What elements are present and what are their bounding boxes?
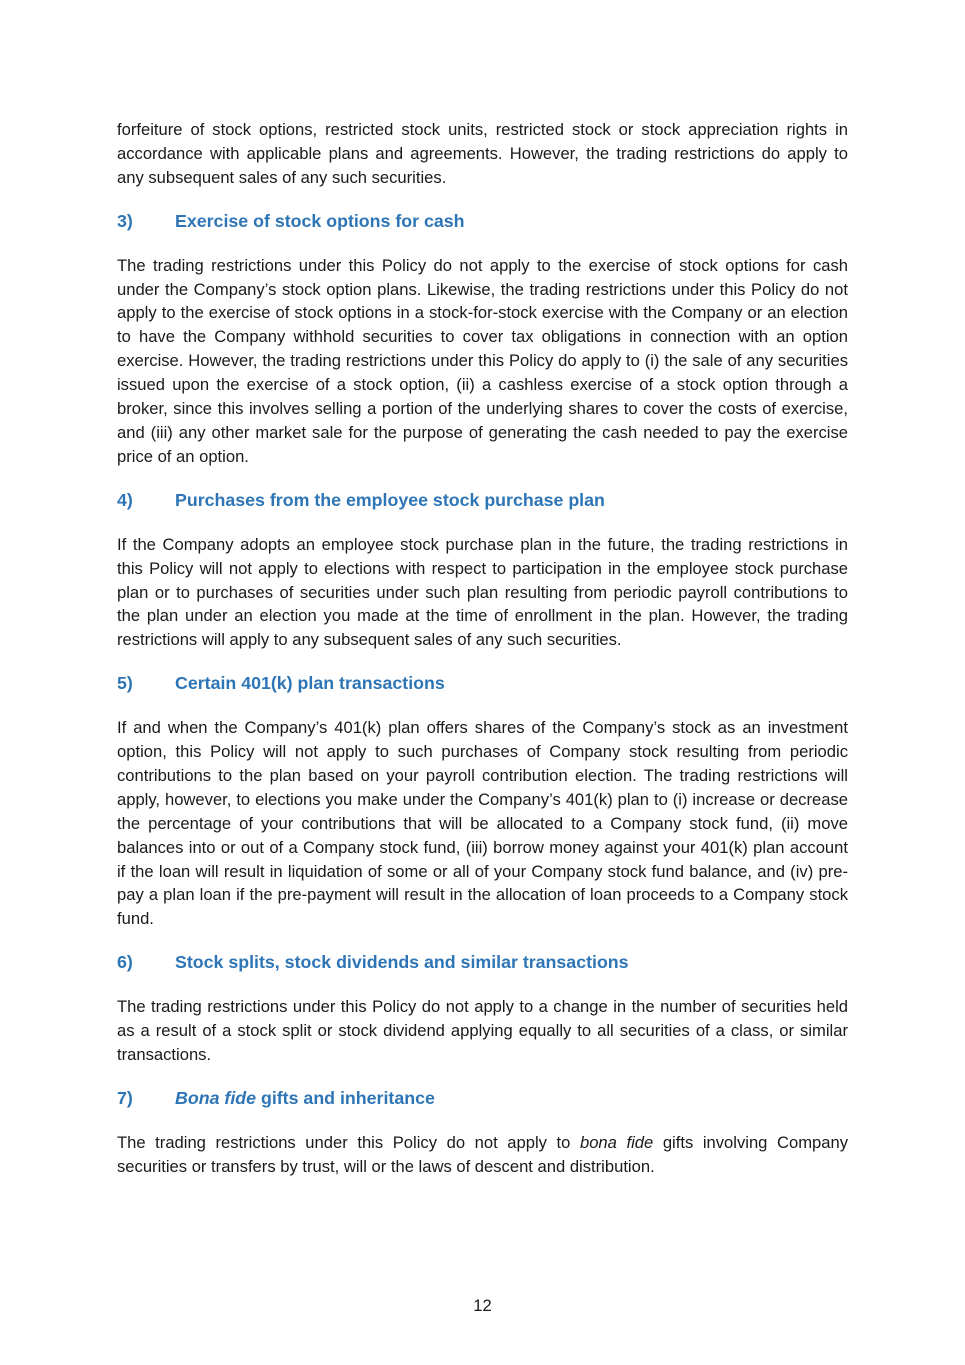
section-7-title [175, 1087, 435, 1111]
page-number: 12 [473, 1296, 492, 1315]
section-5-body: If and when the Company’s 401(k) plan offers shares of the Company’s stock as an investment option, this Policy will not apply to such purchases of Company stock resulting from periodic contributions to the plan based on your payroll contribution election. The trading restrictions will apply, however, to elections you make under the Company’s 401(k) plan to (i) increase or decrease the percentage of your contributions that will be allocated to a Company stock fund, (ii) move balances into or out of a Company stock fund, (iii) borrow money against your 401(k) plan account if the loan will result in liquidation of some or all of your Company stock fund balance, and (iv) pre-pay a plan loan if the pre-payment will result in the allocation of loan proceeds to a Company stock fund. [117, 718, 848, 929]
section-7-body-after: gifts involving Company securities or transfers by trust, will or the laws of descent and distribution. [117, 1132, 849, 1176]
section-5-heading [117, 672, 848, 696]
section-4-number: 4) [117, 489, 133, 510]
section-7-body-before: The trading restrictions under this Policy do not apply to [117, 1132, 580, 1152]
document-page [117, 118, 848, 1179]
section-7-title-rest: gifts and inheritance [256, 1087, 435, 1108]
section-6-body: The trading restrictions under this Policy do not apply to a change in the number of securities held as a result of a stock split or stock dividend applying equally to all securities of a class, or similar transactions. [117, 997, 848, 1064]
intro-paragraph: forfeiture of stock options, restricted stock units, restricted stock or stock appreciation rights in accordance with applicable plans and agreements. However, the trading restrictions do apply to any subsequent sales of any such securities. [117, 120, 848, 187]
section-6-heading [117, 951, 848, 975]
section-7-title-italic: Bona fide [175, 1087, 257, 1108]
section-4-title: Purchases from the employee stock purchase plan [175, 489, 605, 510]
section-7-body [117, 1131, 848, 1179]
section-4-heading [117, 489, 848, 513]
section-6-number: 6) [117, 952, 133, 973]
section-3-number: 3) [117, 210, 133, 231]
section-5-title: Certain 401(k) plan transactions [175, 673, 445, 694]
section-5-number: 5) [117, 673, 133, 694]
section-4-body: If the Company adopts an employee stock purchase plan in the future, the trading restrictions in this Policy will not apply to elections with respect to participation in the employee stock purchase plan or to purchases of securities under such plan resulting from periodic payroll contributions to the plan under an election you made at the time of enrollment in the plan. However, the trading restrictions will apply to any subsequent sales of any such securities. [117, 534, 848, 650]
section-3-body: The trading restrictions under this Policy do not apply to the exercise of stock options for cash under the Company’s stock option plans. Likewise, the trading restrictions under this Policy do not apply to the exercise of stock options in a stock-for-stock exercise with the Company or an election to have the Company withhold securities to cover tax obligations in connection with an option exercise. However, the trading restrictions under this Policy do apply to (i) the sale of any securities issued upon the exercise of a stock option, (ii) a cashless exercise of a stock option through a broker, since this involves selling a portion of the underlying shares to cover the costs of exercise, and (iii) any other market sale for the purpose of generating the cash needed to pay the exercise price of an option. [117, 255, 848, 466]
section-7-body-italic: bona fide [579, 1132, 654, 1152]
section-7-heading [117, 1087, 848, 1111]
section-6-title: Stock splits, stock dividends and similar transactions [175, 952, 629, 973]
section-3-heading [117, 210, 848, 234]
section-7-number: 7) [117, 1087, 133, 1108]
section-3-title: Exercise of stock options for cash [175, 210, 465, 231]
